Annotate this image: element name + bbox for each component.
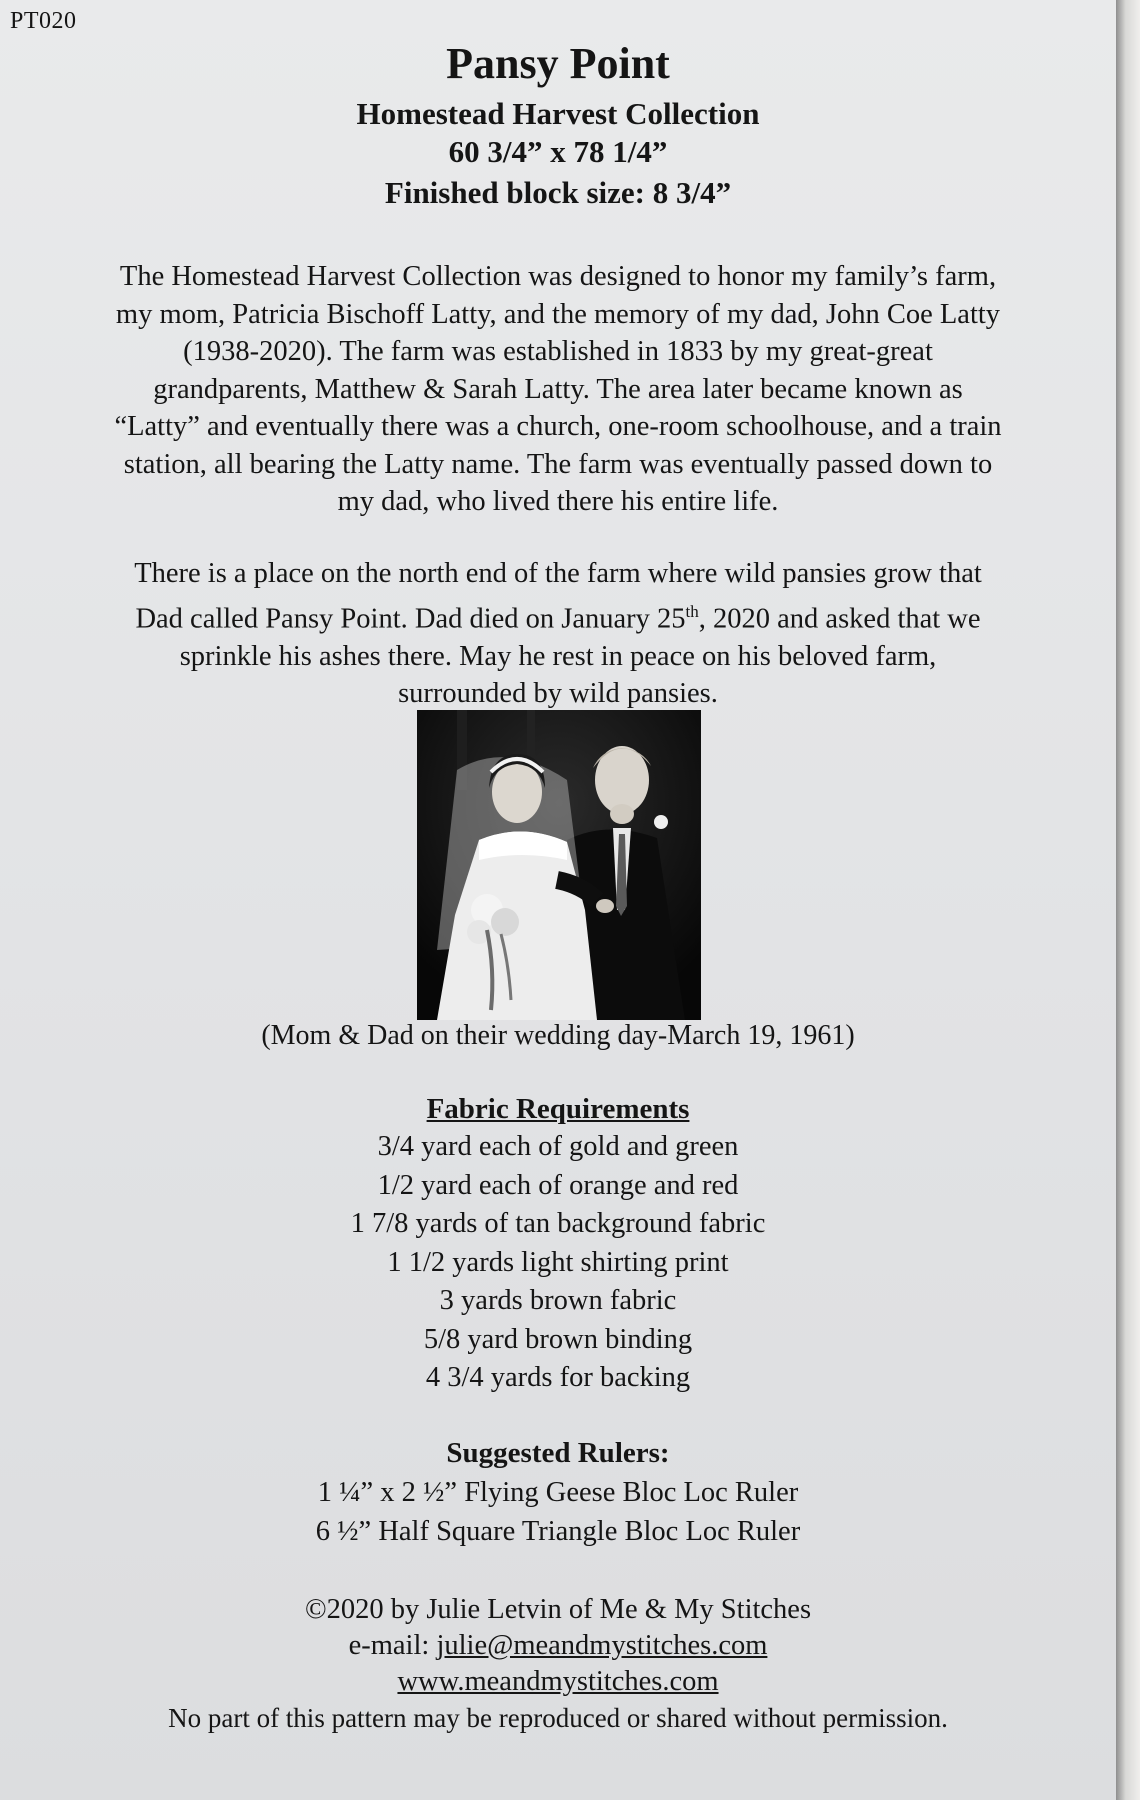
fabric-heading-text: Fabric Requirements [426, 1093, 690, 1125]
pansy-line: surrounded by wild pansies. [398, 678, 718, 709]
intro-line: The Homestead Harvest Collection was designed to honor my family’s farm, [119, 261, 997, 292]
fabric-item: 3 yards brown fabric [439, 1285, 677, 1316]
photo-caption: (Mom & Dad on their wedding day-March 19, 1961) [261, 1020, 855, 1051]
pattern-code: PT020 [10, 8, 77, 34]
ordinal-suffix: th [685, 601, 699, 621]
fabric-heading [0, 1093, 1116, 1126]
email-line [0, 1628, 1116, 1664]
pansy-line: sprinkle his ashes there. May he rest in peace on his beloved farm, [179, 640, 937, 672]
quilt-size: 60 3/4” x 78 1/4” [448, 134, 668, 169]
fabric-item: 1 1/2 yards light shirting print [387, 1246, 729, 1278]
email-label: e-mail: [348, 1630, 437, 1661]
wedding-photo-image [417, 710, 701, 1020]
website-line [0, 1664, 1116, 1700]
ruler-item: 6 ½” Half Square Triangle Bloc Loc Ruler [315, 1515, 801, 1547]
pansy-line: There is a place on the north end of the farm where wild pansies grow that [134, 558, 982, 589]
fabric-list [0, 1128, 1116, 1398]
intro-paragraph [0, 258, 1116, 521]
intro-line: “Latty” and eventually there was a church, one-room schoolhouse, and a train [114, 411, 1002, 442]
intro-line: station, all bearing the Latty name. The farm was eventually passed down to [123, 448, 993, 480]
website-link[interactable]: www.meandmystitches.com [397, 1666, 719, 1697]
email-link[interactable]: julie@meandmystitches.com [436, 1630, 768, 1661]
page-edge [1116, 0, 1140, 1800]
rulers-list [0, 1474, 1116, 1551]
pansy-line [0, 593, 1116, 638]
copyright: ©2020 by Julie Letvin of Me & My Stitches [304, 1594, 812, 1625]
fabric-item: 3/4 yard each of gold and green [377, 1131, 739, 1162]
pansy-line-text: , 2020 and asked that we [698, 603, 981, 634]
footer [0, 1592, 1116, 1736]
pansy-paragraph [0, 555, 1116, 713]
rulers-heading: Suggested Rulers: [446, 1437, 670, 1469]
ruler-item: 1 ¼” x 2 ½” Flying Geese Bloc Loc Ruler [317, 1477, 799, 1508]
collection-name: Homestead Harvest Collection [356, 96, 760, 131]
fabric-item: 1 7/8 yards of tan background fabric [350, 1208, 766, 1239]
block-size: Finished block size: 8 3/4” [384, 175, 732, 210]
intro-line: (1938-2020). The farm was established in 1833 by my great-great [183, 336, 933, 367]
copyright-notice: No part of this pattern may be reproduced or shared without permission. [168, 1703, 948, 1733]
wedding-photo [417, 710, 701, 1020]
fabric-item: 4 3/4 yards for backing [425, 1362, 691, 1393]
fabric-item: 5/8 yard brown binding [423, 1323, 693, 1355]
intro-line: my mom, Patricia Bischoff Latty, and the memory of my dad, John Coe Latty [115, 298, 1001, 330]
intro-line: grandparents, Matthew & Sarah Latty. The area later became known as [153, 373, 963, 405]
pattern-title: Pansy Point [446, 39, 670, 88]
pansy-line-text: Dad called Pansy Point. Dad died on January 25 [135, 603, 686, 634]
fabric-item: 1/2 yard each of orange and red [377, 1169, 739, 1201]
intro-line: my dad, who lived there his entire life. [337, 486, 779, 517]
